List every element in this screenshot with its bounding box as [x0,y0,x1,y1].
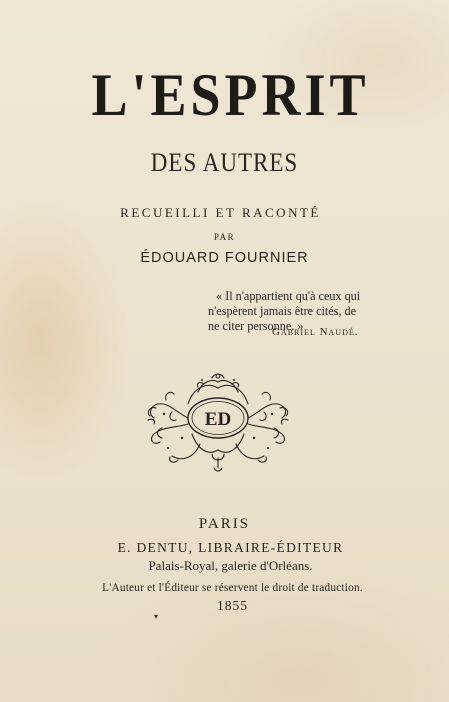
epigraph-line: n'espèrent jamais être cités, de [208,304,357,318]
book-title: L'ESPRIT [91,61,370,129]
monogram-text: ED [204,409,232,430]
by-line: PAR [213,232,236,242]
monogram-vignette-icon [142,368,294,478]
epigraph-attribution: Gabriel Naudé. [272,326,359,338]
publisher-address: Palais-Royal, galerie d'Orléans. [148,558,313,573]
epigraph-line: « Il n'appartient qu'à ceux qui [216,289,361,303]
publisher-name: E. DENTU, LIBRAIRE-ÉDITEUR [117,540,344,555]
publication-year: 1855 [217,598,248,613]
epigraph-line: ne citer personne. » [208,319,304,333]
author-name: ÉDOUARD FOURNIER [140,250,309,266]
printer-mark-icon: ▾ [154,612,159,621]
publication-city: PARIS [198,516,251,532]
rights-notice: L'Auteur et l'Éditeur se réservent le droit de traduction. [102,582,363,594]
book-subtitle: DES AUTRES [150,148,299,177]
collected-line: RECUEILLI ET RACONTÉ [120,205,321,220]
